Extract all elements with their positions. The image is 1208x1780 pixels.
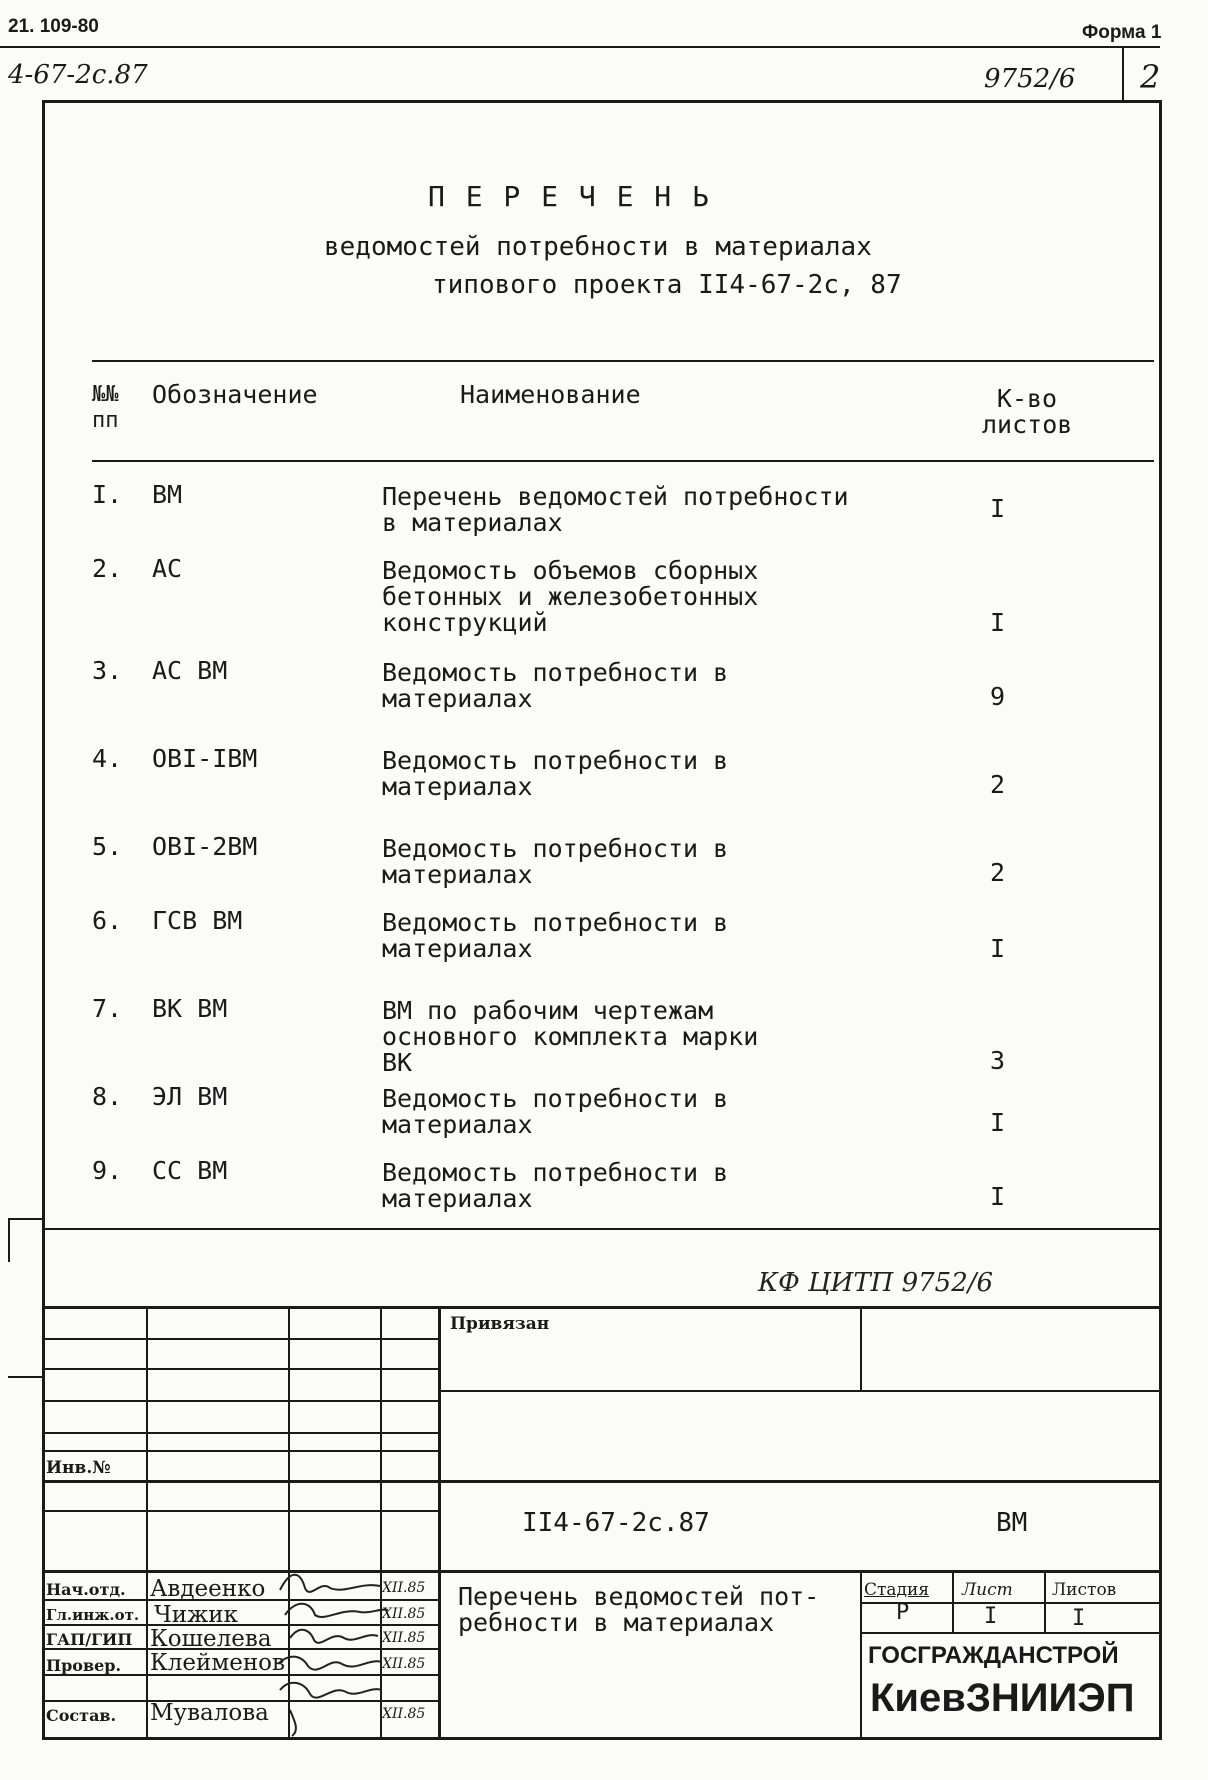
doc-number: 9752/6 <box>984 64 1076 94</box>
organization-line-1: ГОСГРАЖДАНСТРОЙ <box>868 1642 1119 1669</box>
row-num: 6. <box>92 906 123 935</box>
doc-code-top-left: 21. 109-80 <box>8 16 99 37</box>
signer-role: Состав. <box>46 1706 117 1725</box>
side-tab-top <box>8 1218 44 1220</box>
column-header-designation: Обозначение <box>152 380 318 409</box>
row-name: Ведомость потребности в материалах <box>382 658 729 713</box>
row-num: 7. <box>92 994 123 1023</box>
top-rule <box>0 46 1160 48</box>
frame-left <box>42 100 45 1740</box>
signer-name: Чижик <box>154 1602 238 1628</box>
signer-date: XII.85 <box>382 1580 426 1596</box>
tb-rule <box>42 1480 1162 1483</box>
sheet-value: I <box>984 1604 998 1629</box>
tb-vrule <box>146 1306 148 1738</box>
sheets-value: I <box>1072 1606 1086 1631</box>
table-header-bottom-rule <box>92 460 1154 462</box>
row-count: 3 <box>990 1046 1006 1075</box>
privyazan-label: Привязан <box>450 1314 550 1334</box>
row-designation: ОВI-2ВМ <box>152 832 258 861</box>
frame-top <box>42 100 1162 103</box>
row-designation: ОВI-IВМ <box>152 744 258 773</box>
row-count: 2 <box>990 770 1006 799</box>
row-designation: АС ВМ <box>152 656 228 685</box>
sheet-label: Лист <box>962 1580 1013 1600</box>
frame-bottom <box>42 1737 1162 1740</box>
tb-vrule <box>860 1306 862 1392</box>
stage-label: Стадия <box>864 1580 930 1600</box>
sheets-label: Листов <box>1052 1580 1117 1600</box>
document-mark: ВМ <box>996 1508 1028 1538</box>
row-count: 2 <box>990 858 1006 887</box>
page-title: П Е Р Е Ч Е Н Ь <box>428 180 711 213</box>
row-num: 2. <box>92 554 123 583</box>
row-designation: АС <box>152 554 183 583</box>
signer-role: ГАП/ГИП <box>46 1630 133 1649</box>
column-header-num: №№ пп <box>92 382 119 433</box>
tb-vrule <box>952 1570 954 1634</box>
organization-line-2: КиевЗНИИЭП <box>870 1676 1135 1720</box>
row-num: 9. <box>92 1156 123 1185</box>
inventory-number-label: Инв.№ <box>46 1458 111 1478</box>
signer-name: Мувалова <box>150 1700 269 1726</box>
number-box-divider <box>1122 48 1124 100</box>
subtitle-line-2: типового проекта II4-67-2с, 87 <box>432 270 902 300</box>
row-count: 9 <box>990 682 1006 711</box>
signer-role: Нач.отд. <box>46 1580 126 1599</box>
frame-right <box>1159 100 1162 1740</box>
tb-vrule <box>1044 1570 1046 1634</box>
row-num: 5. <box>92 832 123 861</box>
sheet-number: 2 <box>1140 58 1161 96</box>
signer-date: XII.85 <box>382 1606 426 1622</box>
row-count: I <box>990 608 1006 637</box>
row-num: 3. <box>92 656 123 685</box>
signer-role: Гл.инж.от. <box>46 1606 140 1624</box>
signatures-graphic <box>270 1560 400 1740</box>
signer-name: Кошелева <box>150 1626 272 1652</box>
column-header-count: К-во листов <box>982 384 1073 439</box>
row-name: Ведомость объемов сборных бетонных и железобетонных конструкций <box>382 556 759 637</box>
document-description: Перечень ведомостей пот- ребности в материалах <box>458 1582 820 1637</box>
tb-vrule <box>438 1306 441 1738</box>
side-mark <box>8 1376 42 1378</box>
row-count: I <box>990 934 1006 963</box>
tb-vrule <box>860 1570 862 1738</box>
form-label: Форма 1 <box>1082 22 1162 43</box>
row-name: ВМ по рабочим чертежам основного комплекта марки ВК <box>382 996 759 1077</box>
row-designation: ГСВ ВМ <box>152 906 243 935</box>
row-designation: ВК ВМ <box>152 994 228 1023</box>
signer-date: XII.85 <box>382 1706 426 1722</box>
signer-name: Авдеенко <box>150 1576 266 1602</box>
signer-role: Провер. <box>46 1656 122 1675</box>
project-code: 4-67-2с.87 <box>8 60 148 90</box>
row-num: 8. <box>92 1082 123 1111</box>
row-num: I. <box>92 480 123 509</box>
row-name: Ведомость потребности в материалах <box>382 834 729 889</box>
signer-name: Клейменов <box>150 1650 285 1676</box>
row-num: 4. <box>92 744 123 773</box>
tb-rule <box>440 1390 1160 1392</box>
row-count: I <box>990 1182 1006 1211</box>
signer-date: XII.85 <box>382 1656 426 1672</box>
row-count: I <box>990 1108 1006 1137</box>
column-header-name: Наименование <box>460 380 641 409</box>
tb-rule <box>860 1632 1160 1634</box>
tb-rule <box>42 1570 1162 1573</box>
row-name: Перечень ведомостей потребности в материалах <box>382 482 849 537</box>
signer-date: XII.85 <box>382 1630 426 1646</box>
row-name: Ведомость потребности в материалах <box>382 908 729 963</box>
row-name: Ведомость потребности в материалах <box>382 1084 729 1139</box>
row-designation: ВМ <box>152 480 183 509</box>
row-name: Ведомость потребности в материалах <box>382 1158 729 1213</box>
side-tab-left <box>8 1218 10 1262</box>
stamp-note: КФ ЦИТП 9752/6 <box>758 1268 994 1298</box>
subtitle-line-1: ведомостей потребности в материалах <box>324 232 872 262</box>
table-header-top-rule <box>92 360 1154 362</box>
project-designation: II4-67-2с.87 <box>522 1508 710 1538</box>
row-count: I <box>990 494 1006 523</box>
row-designation: СС ВМ <box>152 1156 228 1185</box>
tb-rule <box>42 1306 1162 1309</box>
row-designation: ЭЛ ВМ <box>152 1082 228 1111</box>
row-name: Ведомость потребности в материалах <box>382 746 729 801</box>
stage-value: Р <box>896 1600 910 1625</box>
table-bottom-rule <box>42 1228 1162 1230</box>
